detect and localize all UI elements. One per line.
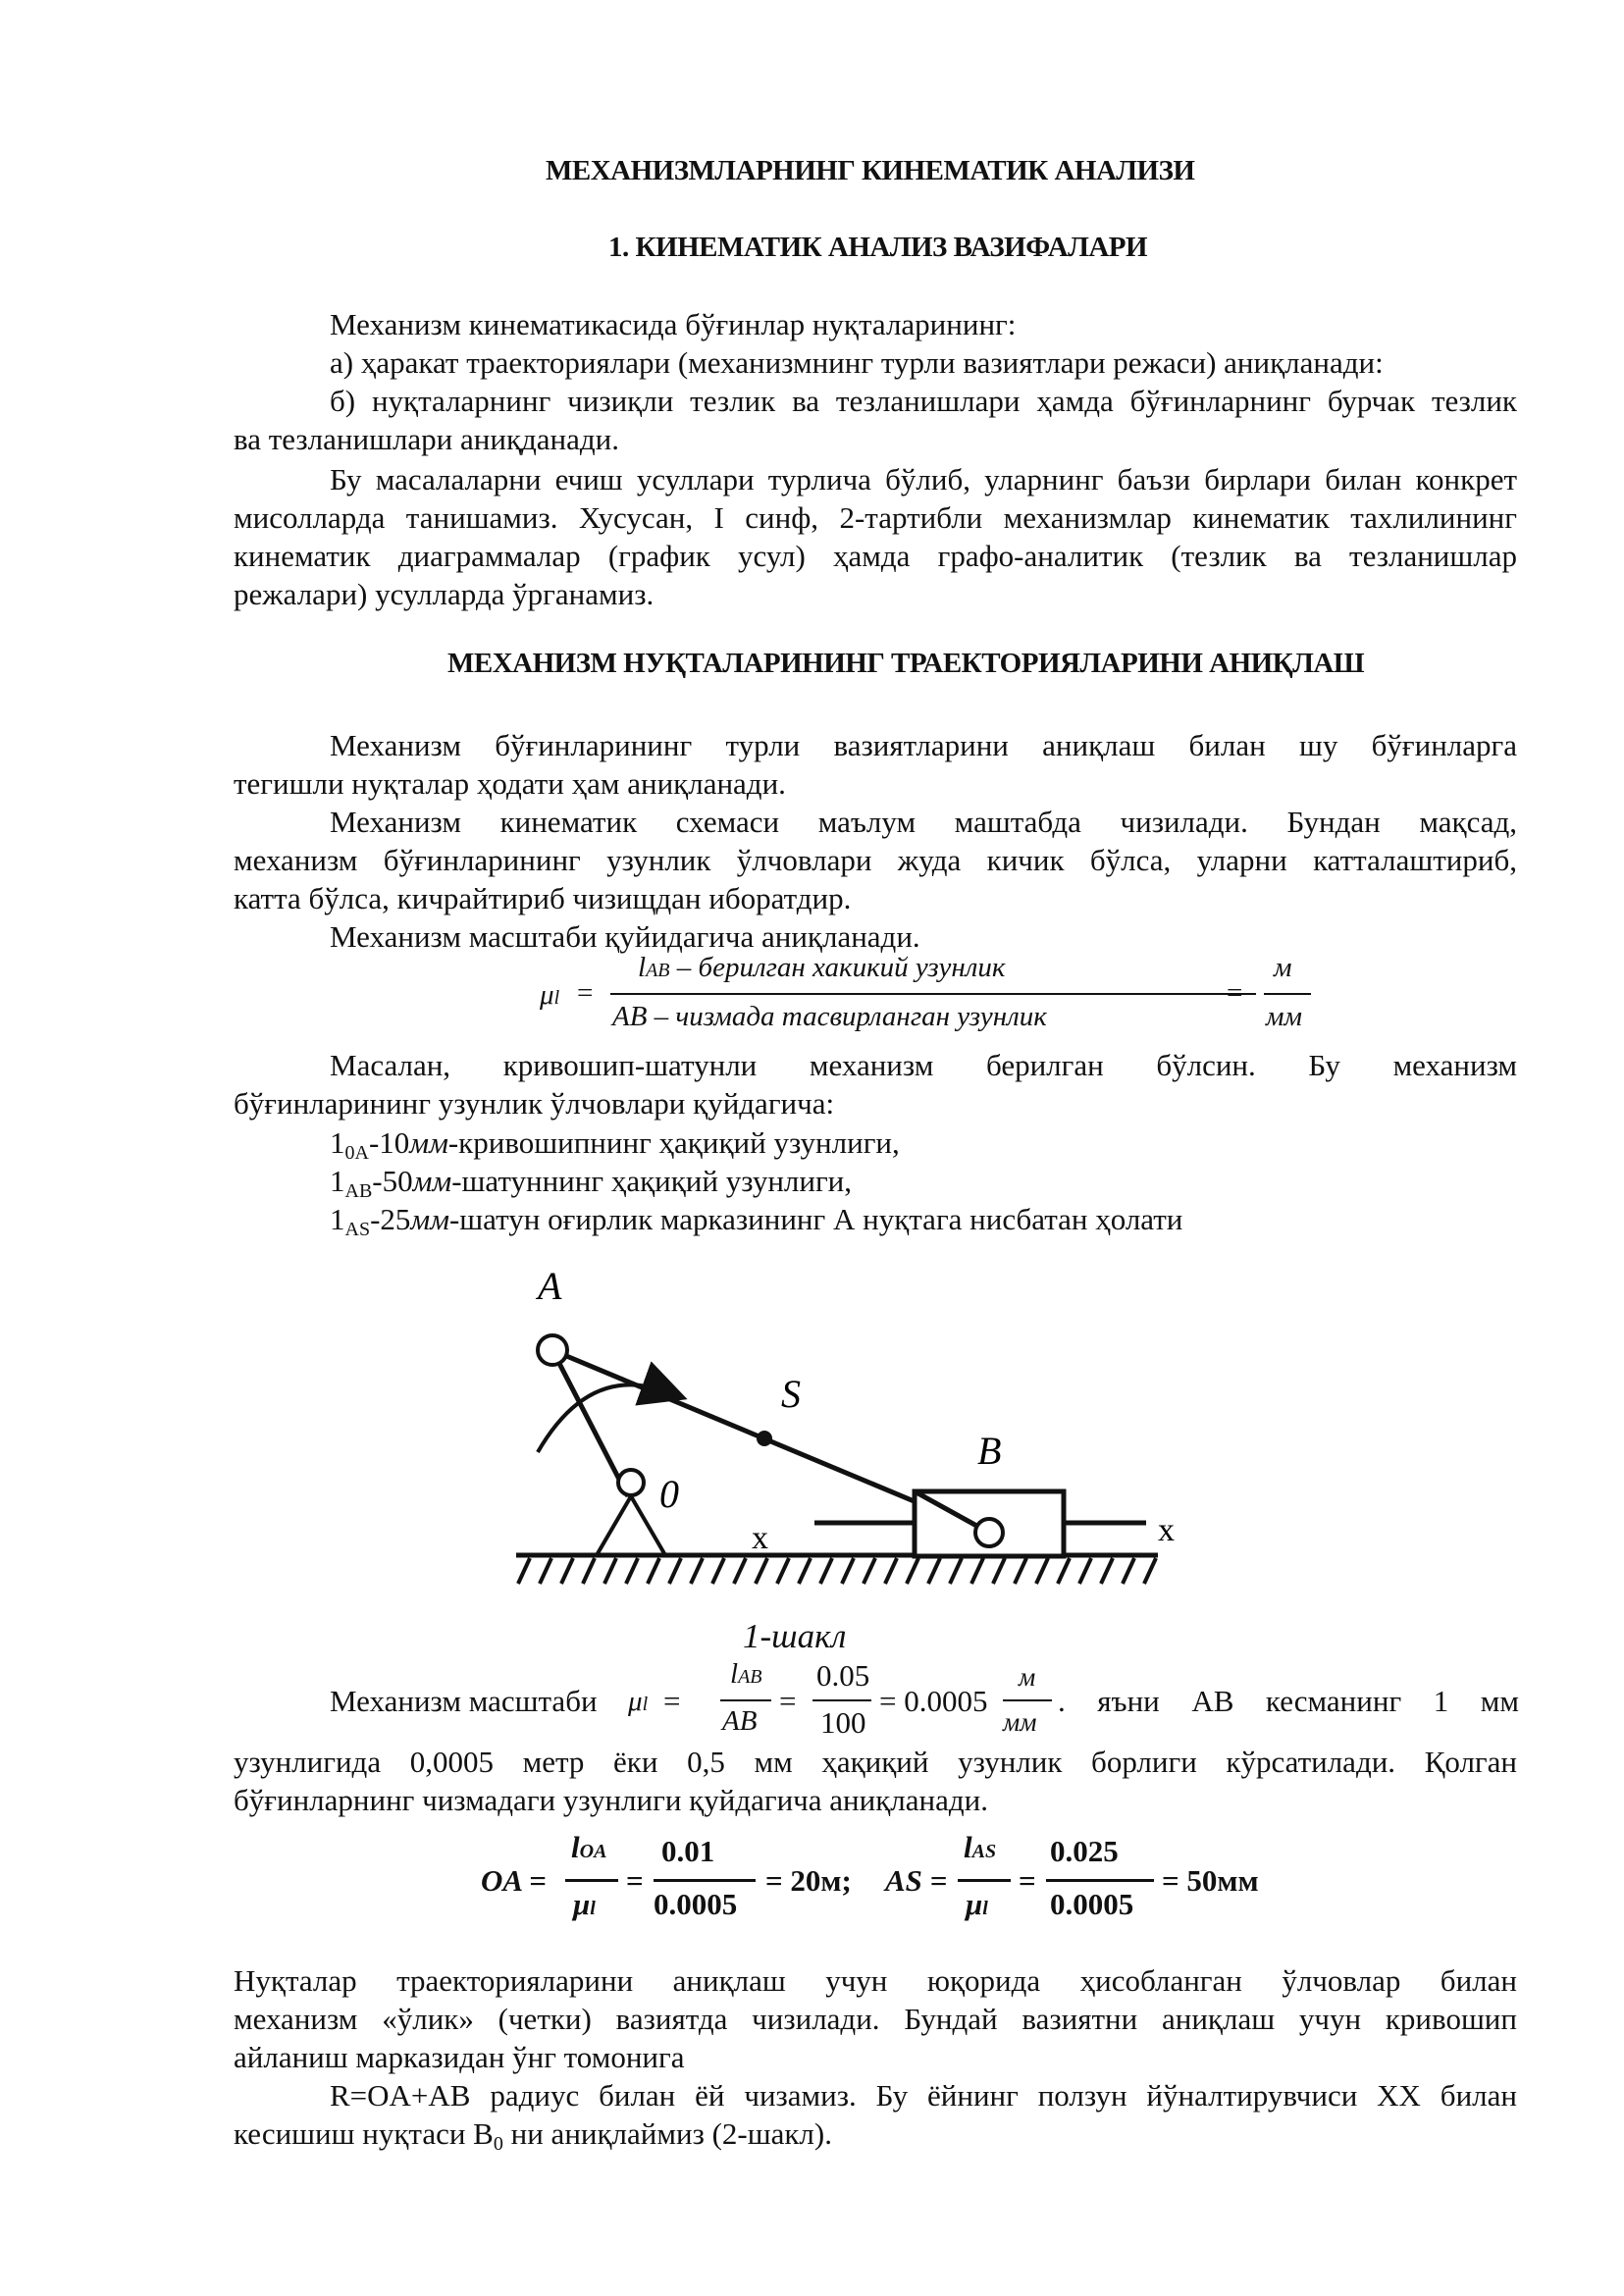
scale-formula: μl = lAB – берилган хакикий узунлик AB – чизмада тасвирланган узунлик = м мм [540, 952, 1315, 1040]
label-o: 0 [659, 1472, 679, 1516]
scale-line: Механизм масштаби μl = lAB AB = 0.05 100 = 0.0005 м мм . яъни АВ кесманинг 1 мм [330, 1658, 1519, 1740]
joint-a [538, 1335, 567, 1365]
intro-line-7: кинематик диаграммалар (график усул) ҳамда графо-аналитик (тезлик ва тезланишлар [234, 539, 1517, 573]
body2-line-2: бўғинларининг узунлик ўлчовлари қуйдагича: [234, 1086, 835, 1121]
body4-line-1: Нуқталар траекторияларини аниқлаш учун юқорида ҳисобланган ўлчовлар билан [234, 1963, 1517, 1998]
length-item-oa: 10A-10мм-кривошипнинг ҳақиқий узунлиги, [330, 1125, 900, 1164]
body1-line-3: Механизм кинематик схемаси маълум маштабда чизилади. Бундан мақсад, [330, 805, 1517, 839]
joint-b [975, 1519, 1003, 1546]
intro-line-4: ва тезланишлари аниқданади. [234, 422, 620, 456]
fixed-support [597, 1496, 665, 1555]
crank-oa [552, 1350, 628, 1496]
point-s [757, 1431, 772, 1446]
unit-fraction-bar [1264, 993, 1311, 995]
section-title: 1. КИНЕМАТИК АНАЛИЗ ВАЗИФАЛАРИ [608, 232, 1148, 263]
body1-line-1: Механизм бўғинларининг турли вазиятларини аниқлаш билан шу бўғинларга [330, 728, 1517, 762]
body3-line-2: бўғинларнинг чизмадаги узунлиги қуйдагича аниқланади. [234, 1783, 988, 1817]
intro-line-5: Бу масалаларни ечиш усуллари турлича бўлиб, уларнинг баъзи бирлари билан конкрет [330, 462, 1517, 496]
body4-line-3: айланиш марказидан ўнг томонига [234, 2040, 685, 2074]
subsection-title: МЕХАНИЗМ НУҚТАЛАРИНИНГ ТРАЕКТОРИЯЛАРИНИ АНИҚЛАШ [447, 648, 1365, 679]
intro-line-6: мисолларда танишамиз. Хусусан, I синф, 2-тартибли механизмлар кинематик тахлилининг [234, 500, 1517, 535]
body1-line-5: катта бўлса, кичрайтириб чизищдан иборатдир. [234, 881, 852, 915]
body4-line-4: R=OA+AB радиус билан ёй чизамиз. Бу ёйнинг ползун йўналтирувчиси XX билан [330, 2078, 1517, 2113]
body4-line-2: механизм «ўлик» (четки) вазиятда чизилади. Бундай вазиятни аниқлаш учун кривошип [234, 2002, 1517, 2036]
intro-line-2: а) ҳаракат траекториялари (механизмнинг турли вазиятлари режаси) аниқланади: [330, 345, 1384, 380]
length-item-as: 1AS-25мм-шатун оғирлик марказининг А нуқтага нисбатан ҳолати [330, 1202, 1183, 1240]
body2-line-1: Масалан, кривошип-шатунли механизм берилган бўлсин. Бу механизм [330, 1048, 1517, 1082]
length-item-ab: 1AB-50мм-шатуннинг ҳақиқий узунлиги, [330, 1164, 853, 1202]
body1-line-2: тегишли нуқталар ҳодати ҳам аниқланади. [234, 766, 786, 801]
label-x-right: x [1158, 1512, 1175, 1548]
main-title: МЕХАНИЗМЛАРНИНГ КИНЕМАТИК АНАЛИЗИ [546, 155, 1195, 186]
mu-symbol: μ [540, 979, 554, 1011]
intro-line-3: б) нуқталарнинг чизиқли тезлик ва тезланишлари ҳамда бўғинларнинг бурчак тезлик [330, 384, 1517, 418]
label-s: S [781, 1372, 801, 1416]
intro-line-1: Механизм кинематикасида бўғинлар нуқталарининг: [330, 307, 1017, 341]
body1-line-4: механизм бўғинларининг узунлик ўлчовлари жуда кичик бўлса, уларни катталаштириб, [234, 843, 1517, 877]
label-x-left: x [752, 1520, 768, 1556]
intro-line-8: режалари) усулларда ўрганамиз. [234, 577, 655, 611]
body4-line-5: кесишиш нуқтаси В0 ни аниқлаймиз (2-шакл). [234, 2116, 832, 2155]
joint-o [618, 1470, 644, 1495]
label-a: A [538, 1264, 562, 1308]
length-formulas: OA = lOA μl = 0.01 0.0005 = 20м; AS = lAS μl = 0.025 0.0005 = 50мм [481, 1830, 1259, 1921]
fraction-bar [610, 993, 1256, 995]
body1-line-6: Механизм масштаби қуйидагича аниқланади. [330, 919, 920, 954]
label-b: B [977, 1429, 1002, 1473]
body3-line-1: узунлигида 0,0005 метр ёки 0,5 мм ҳақиқий узунлик борлиги кўрсатилади. Қолган [234, 1745, 1517, 1779]
figure-caption: 1-шакл [743, 1617, 847, 1655]
mechanism-figure [491, 1256, 1197, 1609]
ground-hatching [518, 1558, 1156, 1584]
